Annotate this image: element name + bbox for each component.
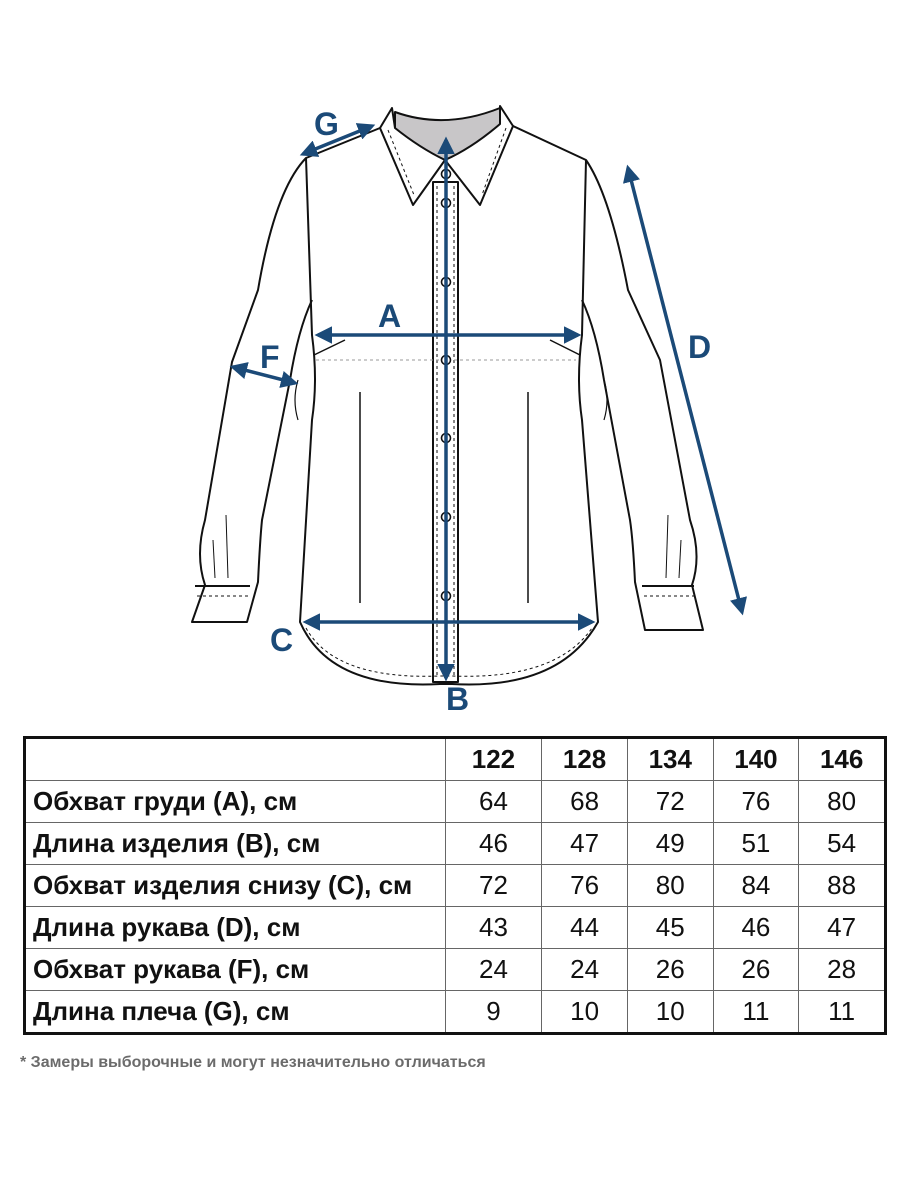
cell-value: 26	[713, 949, 799, 991]
cell-value: 80	[799, 781, 886, 823]
label-f: F	[260, 339, 280, 375]
cell-value: 72	[445, 865, 542, 907]
cell-value: 28	[799, 949, 886, 991]
cell-value: 11	[799, 991, 886, 1034]
row-label: Длина рукава (D), см	[25, 907, 446, 949]
size-header: 140	[713, 738, 799, 781]
arrow-d	[628, 168, 742, 612]
label-g: G	[314, 106, 339, 142]
cell-value: 76	[542, 865, 628, 907]
cell-value: 46	[445, 823, 542, 865]
label-b: B	[446, 681, 470, 717]
left-sleeve	[192, 158, 312, 622]
size-header: 128	[542, 738, 628, 781]
cell-value: 46	[713, 907, 799, 949]
measurement-arrows	[233, 126, 742, 678]
cell-value: 88	[799, 865, 886, 907]
table-row	[25, 949, 886, 991]
table-row	[25, 781, 886, 823]
cell-value: 72	[627, 781, 713, 823]
cell-value: 11	[713, 991, 799, 1034]
cell-value: 44	[542, 907, 628, 949]
cell-value: 64	[445, 781, 542, 823]
table-row	[25, 865, 886, 907]
cell-value: 84	[713, 865, 799, 907]
size-chart-table	[23, 736, 887, 1035]
cell-value: 24	[445, 949, 542, 991]
cell-value: 76	[713, 781, 799, 823]
cell-value: 43	[445, 907, 542, 949]
row-label: Обхват рукава (F), см	[25, 949, 446, 991]
cell-value: 45	[627, 907, 713, 949]
label-c: C	[270, 622, 294, 658]
size-header: 146	[799, 738, 886, 781]
table-header-row	[25, 738, 886, 781]
cell-value: 10	[627, 991, 713, 1034]
footnote: * Замеры выборочные и могут незначительно отличаться	[20, 1054, 486, 1071]
row-label: Обхват изделия снизу (С), см	[25, 865, 446, 907]
cell-value: 80	[627, 865, 713, 907]
cell-value: 49	[627, 823, 713, 865]
table-header-blank	[25, 738, 446, 781]
cell-value: 9	[445, 991, 542, 1034]
size-header: 122	[445, 738, 542, 781]
cell-value: 47	[542, 823, 628, 865]
cell-value: 54	[799, 823, 886, 865]
cell-value: 10	[542, 991, 628, 1034]
label-a: A	[378, 298, 402, 334]
size-header: 134	[627, 738, 713, 781]
label-d: D	[688, 329, 712, 365]
row-label: Обхват груди (А), см	[25, 781, 446, 823]
row-label: Длина изделия (В), см	[25, 823, 446, 865]
table-row	[25, 907, 886, 949]
row-label: Длина плеча (G), см	[25, 991, 446, 1034]
table-row	[25, 823, 886, 865]
cell-value: 68	[542, 781, 628, 823]
cell-value: 24	[542, 949, 628, 991]
cell-value: 26	[627, 949, 713, 991]
cell-value: 47	[799, 907, 886, 949]
table-row	[25, 991, 886, 1034]
cell-value: 51	[713, 823, 799, 865]
